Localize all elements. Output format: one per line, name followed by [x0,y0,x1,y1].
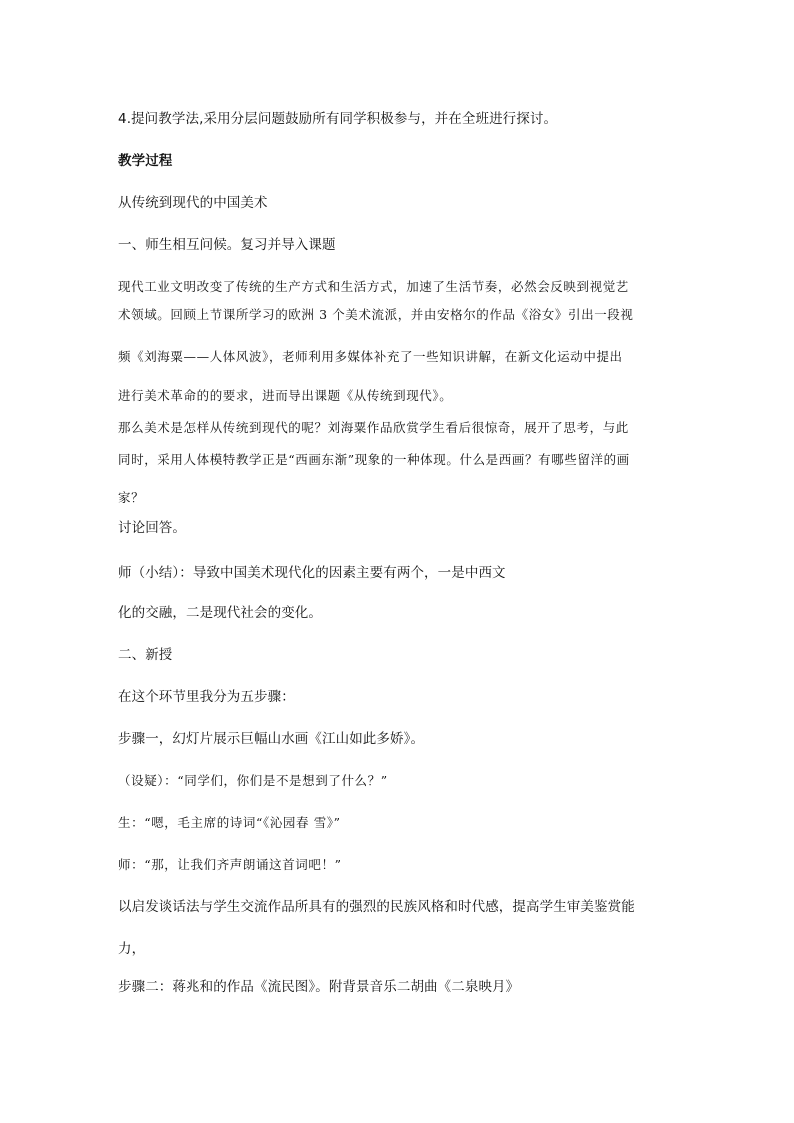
steps-intro: 在这个环节里我分为五步骤： [118,689,295,705]
dialogue-line: 生：“嗯，毛主席的诗词“《沁园春 雪》” [118,815,341,830]
paragraph-line: 进行美术革命的的要求，进而导出课题《从传统到现代》。 [118,388,453,403]
paragraph-line: 术领域。回顾上节课所学习的欧洲 3 个美术流派，并由安格尔的作品《浴女》引出一段视 [118,307,634,322]
section-heading-teaching-process: 教学过程 [118,153,173,169]
summary-line: 师（小结）：导致中国美术现代化的因素主要有两个，一是中西文 [118,565,506,581]
paragraph-line: 以启发谈话法与学生交流作品所具有的强烈的民族风格和时代感，提高学生审美鉴赏能 [118,899,635,915]
teaching-method-item-4: 4.提问教学法,采用分层问题鼓励所有同学积极参与，并在全班进行探讨。 [118,111,558,127]
lesson-title: 从传统到现代的中国美术 [118,195,268,211]
step-one: 步骤一，幻灯片展示巨幅山水画《江山如此多娇》。 [118,731,425,747]
discussion-line: 讨论回答。 [118,520,186,536]
paragraph-line: 力， [118,941,146,957]
dialogue-line: 师：“那，让我们齐声朗诵这首词吧！” [118,857,342,872]
paragraph-line: 现代工业文明改变了传统的生产方式和生活方式，加速了生活节奏，必然会反映到视觉艺 [118,279,629,294]
section-heading-new-lesson: 二、新授 [118,647,173,663]
paragraph-line: 那么美术是怎样从传统到现代的呢？刘海粟作品欣赏学生看后很惊奇，展开了思考，与此 [118,420,629,435]
paragraph-line: 频《刘海粟——人体风波》，老师利用多媒体补充了一些知识讲解，在新文化运动中提出 [118,349,623,364]
dialogue-line: （设疑）：“同学们，你们是不是想到了什么？” [118,773,388,788]
step-heading-greeting: 一、师生相互问候。复习并导入课题 [118,237,336,253]
step-two: 步骤二：蒋兆和的作品《流民图》。附背景音乐二胡曲《二泉映月》 [118,979,520,995]
summary-line: 化的交融，二是现代社会的变化。 [118,605,322,621]
paragraph-line: 同时，采用人体模特教学正是“西画东渐”现象的一种体现。什么是西画？有哪些留洋的画 [118,452,630,467]
paragraph-line: 家？ [118,490,145,505]
